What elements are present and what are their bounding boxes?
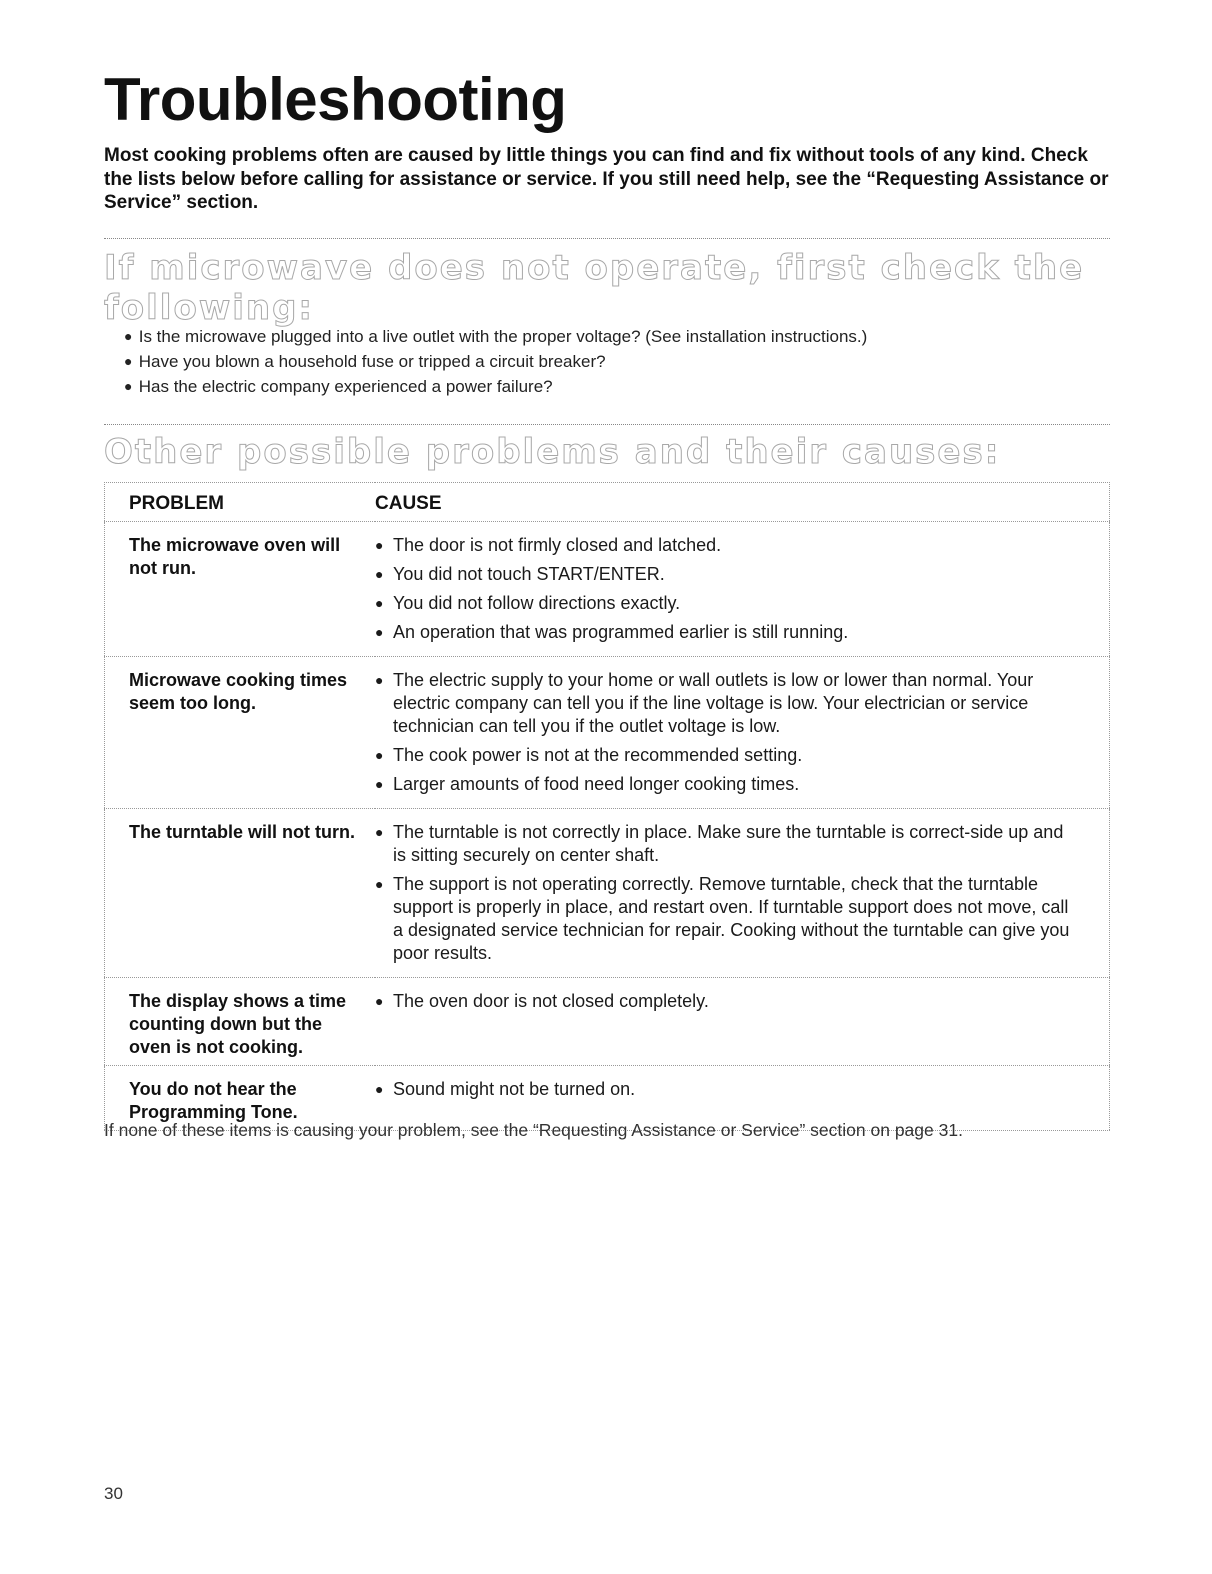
cause-item: ● The cook power is not at the recommended setting. (375, 745, 803, 765)
list-item: ● Have you blown a household fuse or tripped a circuit breaker? (124, 349, 1114, 374)
table-header-row (105, 483, 1110, 522)
bullet-icon: ● (375, 672, 384, 688)
bullet-icon: ● (375, 993, 384, 1009)
section-divider (104, 238, 1110, 239)
cause-item: ● Sound might not be turned on. (375, 1079, 636, 1099)
bullet-icon: ● (124, 328, 133, 344)
check-section-heading: If microwave does not operate, first check the following: (104, 248, 1085, 328)
cause-item: ● The electric supply to your home or wall outlets is low or lower than normal. Your electric company can tell you if the line voltage is low. Your electrician or service technician can tell you if the outlet voltage is low. (375, 670, 1034, 736)
bullet-icon: ● (375, 747, 384, 763)
check-list (124, 324, 1114, 399)
bullet-icon: ● (375, 624, 384, 640)
section-divider (104, 424, 1110, 425)
bullet-icon: ● (375, 824, 384, 840)
table-row (105, 809, 1110, 978)
problem-text: The display shows a time counting down but the oven is not cooking. (129, 991, 347, 1057)
intro-paragraph: Most cooking problems often are caused by little things you can find and fix without tools of any kind. Check the lists below before calling for assistance or service. If you still need help, see the “Requesting Assistance or Service” section. (104, 145, 1109, 213)
bullet-icon: ● (375, 537, 384, 553)
cause-item: ● You did not touch START/ENTER. (375, 564, 665, 584)
cause-item: ● Larger amounts of food need longer cooking times. (375, 774, 800, 794)
bullet-icon: ● (375, 776, 384, 792)
page-number: 30 (104, 1484, 123, 1503)
cause-item: ● The support is not operating correctly. Remove turntable, check that the turntable support is properly in place, and restart oven. If turntable support does not move, call a designated service technician for repair. Cooking without the turntable can give you poor results. (375, 874, 1070, 963)
problem-text: The microwave oven will not run. (129, 535, 341, 578)
problem-column-header: PROBLEM (105, 483, 376, 522)
cause-list (375, 669, 1079, 796)
bullet-icon: ● (375, 566, 384, 582)
cause-list (375, 534, 1079, 644)
bullet-icon: ● (375, 595, 384, 611)
table-row (105, 978, 1110, 1066)
problems-section-heading: Other possible problems and their causes: (104, 432, 1001, 472)
bullet-icon: ● (375, 876, 384, 892)
problem-text: The turntable will not turn. (129, 822, 355, 842)
cause-list (375, 990, 1079, 1013)
footer-note: If none of these items is causing your problem, see the “Requesting Assistance or Service” section on page 31. (104, 1120, 963, 1140)
cause-item: ● The door is not firmly closed and latched. (375, 535, 722, 555)
troubleshooting-table (104, 482, 1110, 1131)
cause-list (375, 821, 1079, 965)
problem-text: You do not hear the Programming Tone. (129, 1079, 298, 1122)
bullet-icon: ● (375, 1081, 384, 1097)
problem-text: Microwave cooking times seem too long. (129, 670, 348, 713)
cause-column-header: CAUSE (375, 483, 1110, 522)
bullet-icon: ● (124, 378, 133, 394)
cause-item: ● An operation that was programmed earlier is still running. (375, 622, 849, 642)
cause-item: ● The oven door is not closed completely. (375, 991, 709, 1011)
cause-list (375, 1078, 1079, 1101)
table-row (105, 657, 1110, 809)
cause-item: ● You did not follow directions exactly. (375, 593, 681, 613)
list-item: ● Is the microwave plugged into a live outlet with the proper voltage? (See installation instructions.) (124, 324, 1114, 349)
table-row (105, 522, 1110, 657)
page-title: Troubleshooting (104, 66, 567, 133)
cause-item: ● The turntable is not correctly in place. Make sure the turntable is correct-side up and is sitting securely on center shaft. (375, 822, 1064, 865)
list-item: ● Has the electric company experienced a power failure? (124, 374, 1114, 399)
bullet-icon: ● (124, 353, 133, 369)
